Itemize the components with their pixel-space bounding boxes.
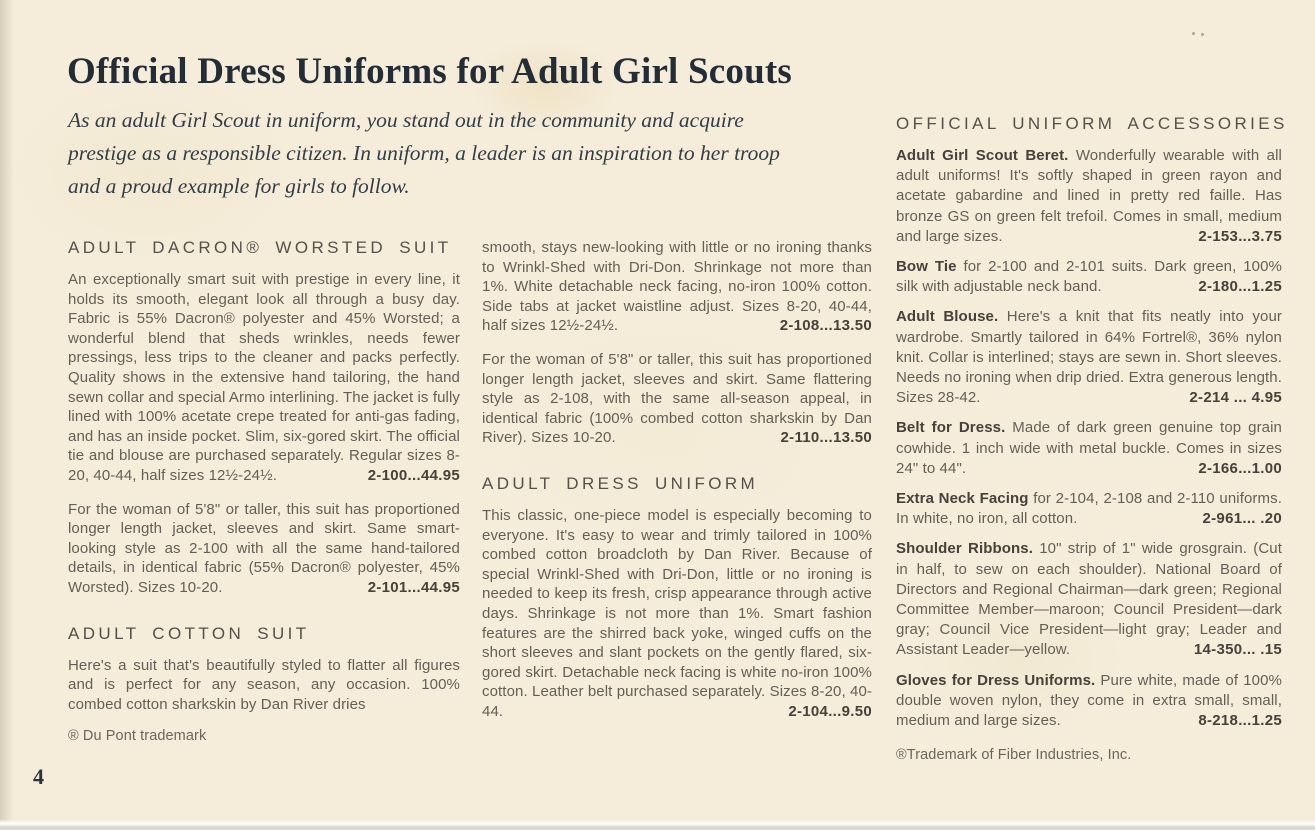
- paragraph-text: For the woman of 5'8" or taller, this suit has proportioned longer length jacket, sleeves and skirt. Same smart-looking style as 2-100 with all the same hand-tailored details, in identical fabric (55% Dacron® polyester, 45% Worsted). Sizes 10-20.: [68, 500, 460, 596]
- price-2-100: 2-100...44.95: [367, 466, 460, 484]
- intro-paragraph: As an adult Girl Scout in uniform, you stand out in the community and acquire prestige as a responsible citizen. In uniform, a leader is an inspiration to her troop and a proud example for girls to follow.: [68, 108, 780, 198]
- paragraph-cotton-suit-tall: [482, 350, 872, 448]
- price-2-214: 2-214 ... 4.95: [1189, 389, 1282, 407]
- item-lead: Adult Blouse.: [896, 308, 999, 326]
- price-2-961: 2-961... .20: [1202, 510, 1282, 528]
- price-14-350: 14-350... .15: [1193, 641, 1282, 659]
- scan-artifact-dots: [1192, 32, 1195, 35]
- item-text: Made of dark green genuine top grain cowhide. 1 inch wide with metal buckle. Comes in sizes 24" to 44".: [896, 419, 1282, 477]
- paragraph-text: This classic, one-piece model is especially becoming to everyone. It's easy to wear and trimly tailored in 100% combed cotton broadcloth by Dan River. Because of special Wrinkl-Shed with Dri-Don, little or no ironing is needed to keep its fresh, crisp appearance through active days. Shrinkage is not more than 1%. Smart fashion features are the shirred back yoke, winged cuffs on the short sleeves and slant pockets on the gently flared, six-gored skirt. Detachable neck facing is white no-iron 100% cotton. Leather belt purchased separately. Sizes 8-20, 40-44.: [482, 506, 872, 720]
- price-2-104: 2-104...9.50: [788, 702, 872, 720]
- item-lead: Shoulder Ribbons.: [896, 540, 1033, 558]
- page-number: 4: [33, 764, 44, 789]
- item-text: Here's a knit that fits neatly into your wardrobe. Smartly tailored in 64% Fortrel®, 36% nylon knit. Collar is interlined; stays are sewn in. Short sleeves. Needs no ironing when drip dried. Extra generous length. Sizes 28-42.: [896, 308, 1283, 407]
- price-2-108: 2-108...13.50: [779, 317, 872, 335]
- item-lead: Gloves for Dress Uniforms.: [896, 671, 1096, 689]
- item-text: for 2-100 and 2-101 suits. Dark green, 100% silk with adjustable neck band.: [896, 258, 1282, 296]
- item-lead: Adult Girl Scout Beret.: [896, 147, 1069, 164]
- column-right: [896, 114, 1288, 764]
- accessory-item-bow-tie: [896, 257, 1282, 297]
- paragraph-cotton-suit-continued: [482, 238, 872, 336]
- footnote-fiber-industries: ®Trademark of Fiber Industries, Inc.: [896, 747, 1132, 764]
- paragraph-text: For the woman of 5'8" or taller, this suit has proportioned longer length jacket, sleeves and skirt. Same flattering style as 2-108, with the same all-season appeal, in identical fabric (100% combed cotton sharkskin by Dan River). Sizes 10-20.: [482, 350, 872, 447]
- price-8-218: 8-218...1.25: [1198, 712, 1282, 730]
- page-title: Official Dress Uniforms for Adult Girl Scouts: [67, 51, 792, 92]
- section-heading-dress-uniform: ADULT DRESS UNIFORM: [482, 473, 759, 493]
- paragraph-dress-uniform: [482, 506, 872, 722]
- item-lead: Extra Neck Facing: [896, 490, 1029, 508]
- item-text: Pure white, made of 100% double woven nylon, they come in extra small, small, medium and large sizes.: [896, 671, 1282, 730]
- paragraph-text: An exceptionally smart suit with prestige in every line, it holds its smooth, elegant look all through a busy day. Fabric is 55% Dacron® polyester and 45% Worsted; a wonderful blend that sheds wrinkles, needs fewer pressings, less trips to the cleaner and packs perfectly. Quality shows in the extensive hand tailoring, the hand sewn collar and special Armo interlining. The jacket is fully lined with 100% acetate crepe treated for anti-gas fading, and has an inside pocket. Slim, six-gored skirt. The official tie and blouse are purchased separately. Regular sizes 8-20, 40-44, half sizes 12½-24½.: [68, 271, 460, 484]
- price-2-153: 2-153...3.75: [1198, 227, 1282, 245]
- item-lead: Bow Tie: [896, 258, 957, 276]
- column-middle: [482, 238, 872, 735]
- accessory-item-beret: [896, 146, 1282, 247]
- accessory-item-belt: [896, 418, 1282, 479]
- accessory-item-neck-facing: [896, 489, 1282, 529]
- price-2-101: 2-101...44.95: [367, 578, 460, 596]
- page-edge-shadow: [0, 0, 14, 830]
- accessory-item-gloves: [896, 671, 1282, 732]
- item-text: for 2-104, 2-108 and 2-110 uniforms. In white, no iron, all cotton.: [896, 490, 1282, 528]
- footnote-dupont: ® Du Pont trademark: [68, 728, 207, 745]
- accessory-item-shoulder-ribbons: [896, 539, 1282, 660]
- paragraph-text: Here's a suit that's beautifully styled to flatter all figures and is perfect for any season, any occasion. 100% combed cotton sharkskin by Dan River dries: [68, 656, 460, 713]
- section-heading-cotton-suit: ADULT COTTON SUIT: [68, 623, 310, 643]
- section-heading-accessories: OFFICIAL UNIFORM ACCESSORIES: [896, 114, 1288, 133]
- item-text: Wonderfully wearable with all adult uniforms! It's softly shaped in green rayon and acetate gabardine and lined in pretty red faille. Has bronze GS on green felt trefoil. Comes in small, medium and large sizes.: [896, 147, 1282, 245]
- item-text: 10" strip of 1" wide grosgrain. (Cut in half, to sew on each shoulder). National Board of Directors and Regional Chairman—dark green; Regional Committee Member—maroon; Council President—dark gray; Council Vice President—light gray; Leader and Assistant Leader—yellow.: [896, 540, 1282, 659]
- section-heading-dacron-worsted-suit: ADULT DACRON® WORSTED SUIT: [68, 238, 452, 257]
- column-left: [68, 238, 460, 744]
- item-lead: Belt for Dress.: [896, 419, 1006, 437]
- paragraph-dacron-suit-1: [68, 270, 460, 486]
- paragraph-text: smooth, stays new-looking with little or no ironing thanks to Wrinkl-Shed with Dri-Don. Shrinkage not more than 1%. White detachable neck facing, no-iron 100% cotton. Side tabs at jacket waistline adjust. Sizes 8-20, 40-44, half sizes 12½-24½.: [482, 239, 872, 335]
- price-2-166: 2-166...1.00: [1198, 459, 1282, 477]
- price-2-180: 2-180...1.25: [1198, 278, 1282, 296]
- price-2-110: 2-110...13.50: [780, 429, 872, 447]
- accessory-item-blouse: [896, 307, 1282, 408]
- page-bottom-edge: [0, 819, 1315, 830]
- paragraph-dacron-suit-2: [68, 500, 460, 598]
- paragraph-cotton-suit: [68, 656, 460, 715]
